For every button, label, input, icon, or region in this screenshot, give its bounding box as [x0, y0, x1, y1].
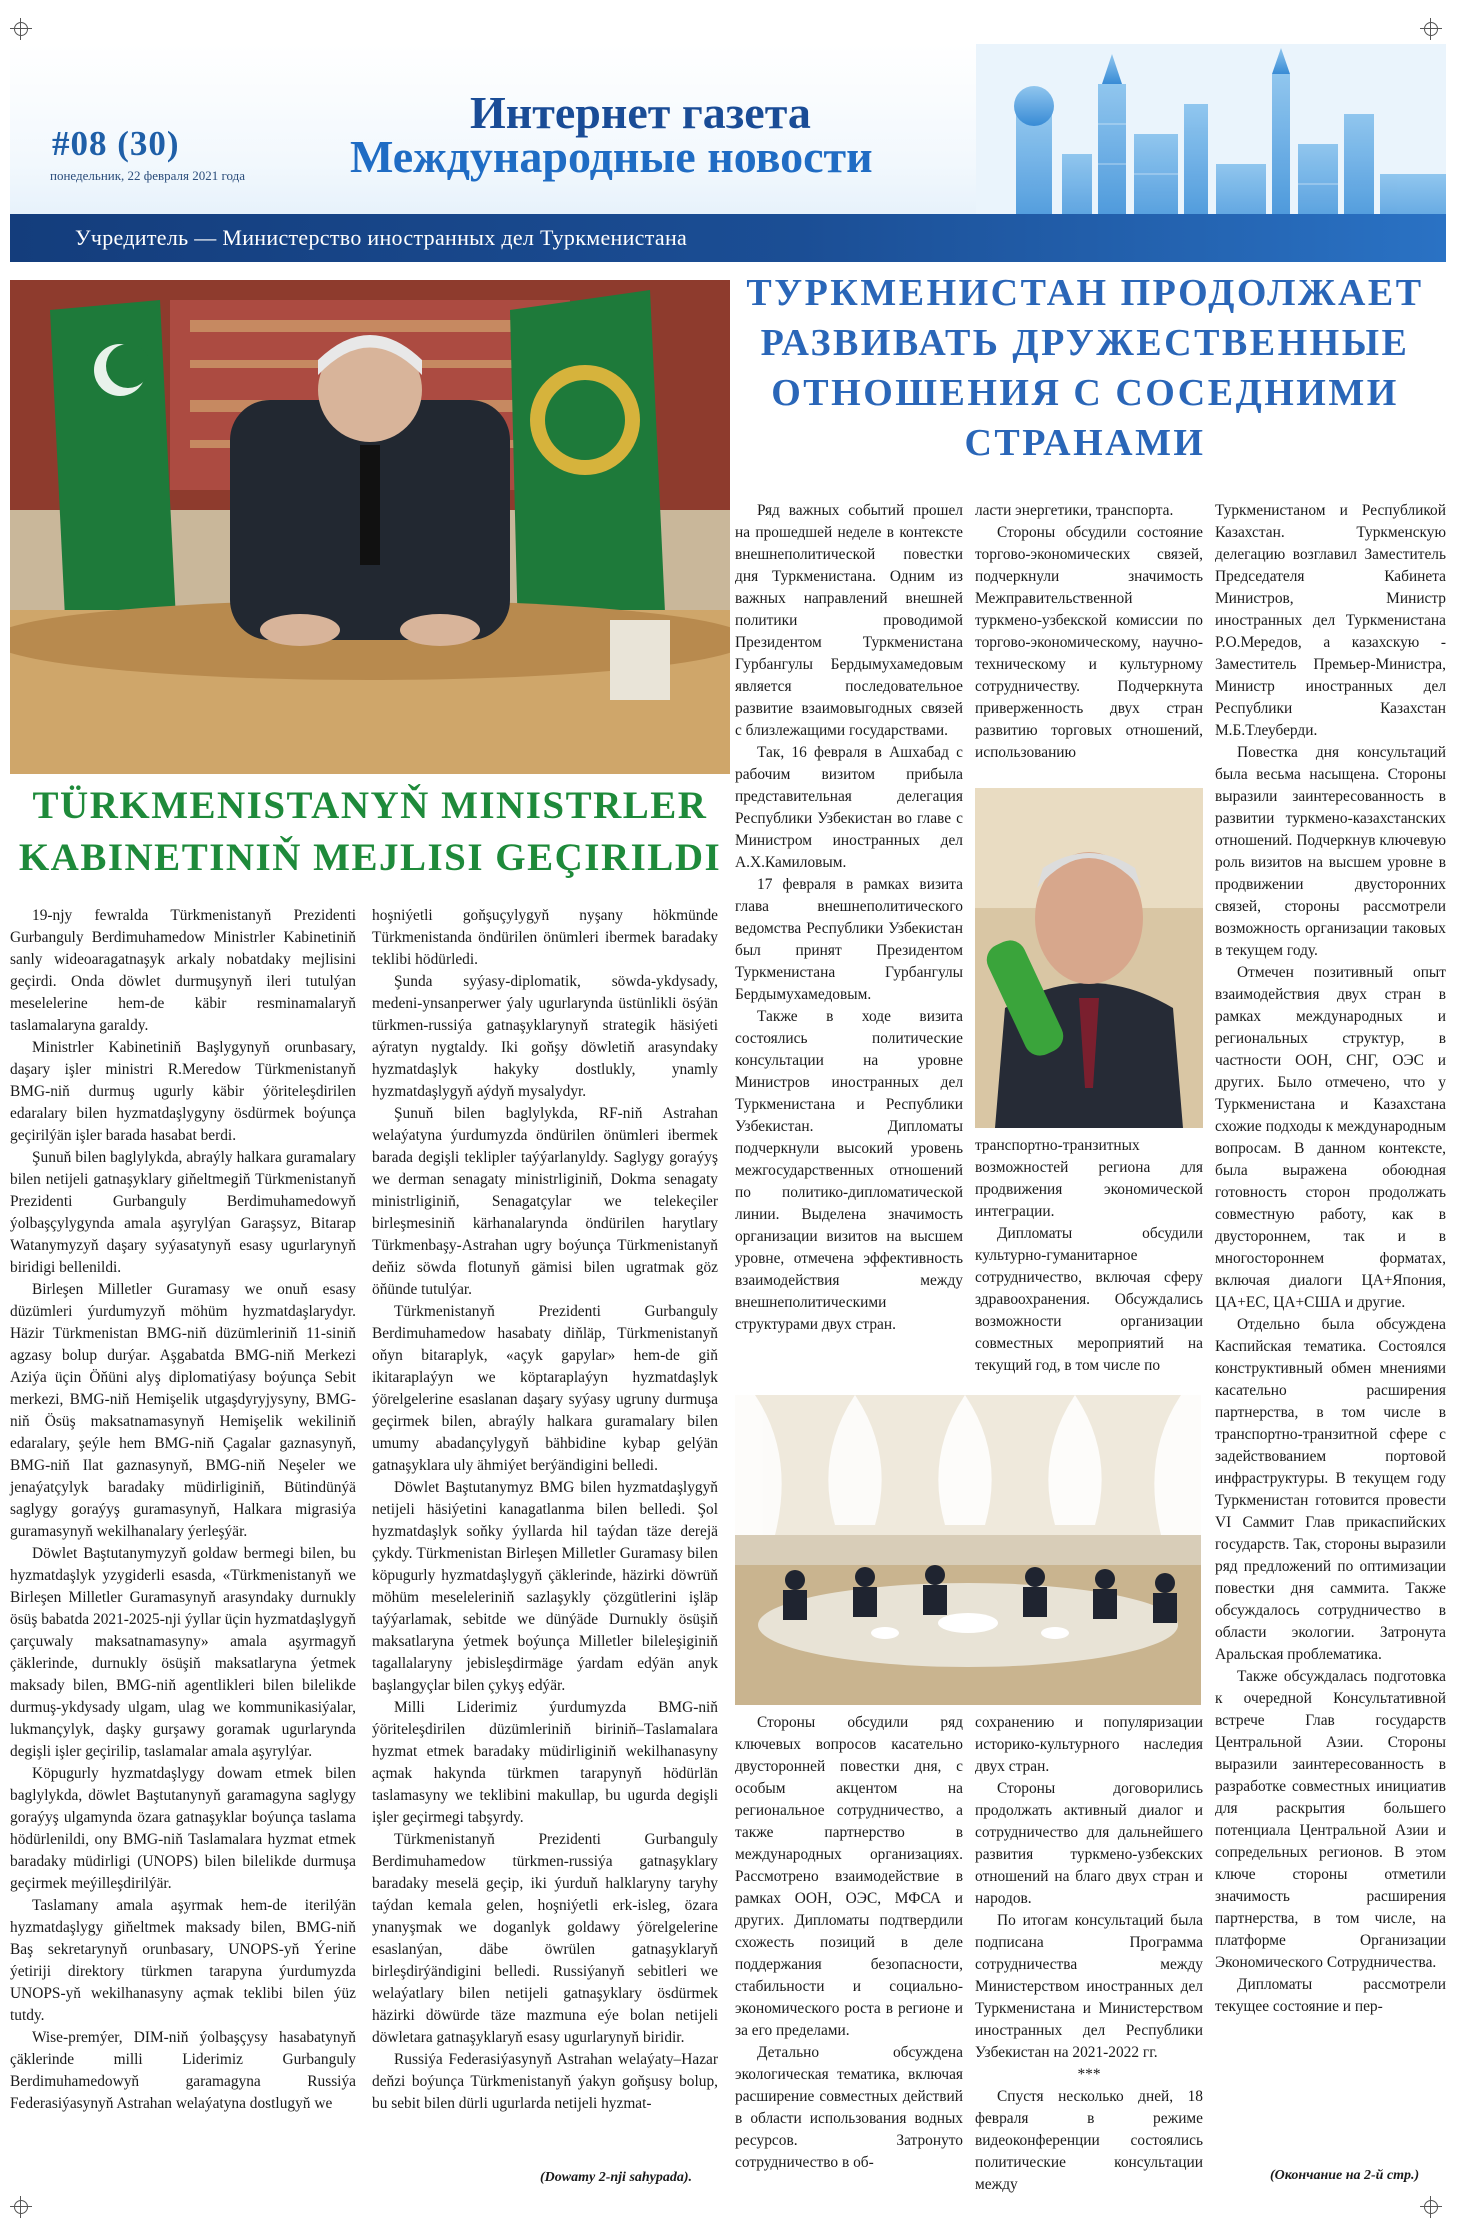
paragraph: Отмечен позитивный опыт взаимодействия двух стран в рамках международных и региональных структур, в частности ООН, СНГ, ОЭС и других. Было отмечено, что у Туркменистана и Казахстана схожие подходы к международным вопросам. В данном контексте, была выражена обоюдная готовность сторон продолжать совместную работу, как в двустороннем, так и в многостороннем форматах, включая диалоги ЦА+Япония, ЦА+ЕС, ЦА+США и другие. — [1215, 964, 1446, 1311]
paragraph: 17 февраля в рамках визита глава внешнеполитического ведомства Республики Узбекистан был принят Президентом Туркменистана Гурбангулы Бердымухамедовым. — [735, 876, 963, 1003]
headline-ru: ТУРКМЕНИСТАН ПРОДОЛЖАЕТ РАЗВИВАТЬ ДРУЖЕСТВЕННЫЕ ОТНОШЕНИЯ С СОСЕДНИМИ СТРАНАМИ — [746, 272, 1424, 464]
newspaper-title: Интернет газета — [470, 87, 811, 138]
paragraph: Ряд важных событий прошел на прошедшей неделе в контексте внешнеполитической повестки дня Туркменистана. Одним из важных направлений внешней политики проводимой Президентом Туркменистана Гурбангулы Бердымухамедовым является последовательное развитие взаимовыгодных связей с близлежащими государствами. — [735, 502, 963, 739]
section-separator: *** — [1077, 2066, 1101, 2083]
ru-bottom-column-1 — [735, 1712, 963, 2174]
paragraph: Şunda syýasy-diplomatik, söwda-ykdysady, medeni-ynsanperwer ýaly ugurlarynda üstünlikli ösýän türkmen-russiýa gatnaşyklarynyň strategik häsiýeti aýratyn nygtaldy. Iki goňşy döwletiň arasyndaky hyzmatdaşlyk hakyky dostlukly, ynamly hyzmatdaşlygyň aýdyň mysalydyr. — [372, 973, 718, 1100]
meeting-photo — [735, 1395, 1201, 1705]
issue-number: #08 (30) — [52, 124, 180, 163]
paragraph: Дипломаты обсудили культурно-гуманитарное сотрудничество, включая сферу здравоохранения. Обсуждались возможности организации совместных мероприятий на текущий год, в том числе по — [975, 1225, 1203, 1374]
paragraph: Wise-premýer, DIM-niň ýolbaşçysy hasabatynyň çäklerinde milli Liderimiz Gurbanguly Berdimuhamedowyň garamagyna Russiýa Federasiýasynyň Astrahan welaýatyna dostlugyň we — [10, 2029, 356, 2112]
tm-column-1 — [10, 905, 356, 2115]
paragraph: Döwlet Baştutanymyz BMG bilen hyzmatdaşlygyň netijeli häsiýetini kanagatlanma bilen belledi. Şol hyzmatdaşlyk soňky ýyllarda hil taýdan täze derejä çykdy. Türkmenistan Birleşen Milletler Guramasy bilen köpugurly hyzmatdaşlygyň çäklerinde, häzirki döwrüň möhüm meseleleriniň sazlaşykly çözgütlerini işläp taýýarlamak, sebitde we dünýäde Durnukly ösüşiň maksatlaryna ýetmek boýunça Milletler bileleşiginiň tagallalaryny jebisleşdirmäge ýardam edýän anyk başlangyçlar bilen çykyş edýär. — [372, 1479, 718, 1694]
headline-tm: TÜRKMENISTANYŇ MINISTRLER KABINETINIŇ MEJLISI GEÇIRILDI — [18, 784, 722, 879]
registration-mark — [1420, 18, 1442, 40]
founder-line: Учредитель — Министерство иностранных дел Туркменистана — [75, 225, 688, 250]
ru-column-3 — [1215, 500, 1446, 2018]
paragraph: Taslamany amala aşyrmak hem-de iterilýän hyzmatdaşlygy giňeltmek maksady bilen, BMG-niň Baş sekretarynyň orunbasary, UNOPS-yň Ýerine ýetiriji direktory türkmen tarapyna ýurdumyzda UNOPS-yň wekilhanasyny açmak teklibi bilen ýüz tutdy. — [10, 1897, 356, 2024]
paragraph: Дипломаты рассмотрели текущее состояние и пер- — [1215, 1976, 1446, 2015]
paragraph: Туркменистаном и Республикой Казахстан. Туркменскую делегацию возглавил Заместитель Председателя Кабинета Министров, Министр иностранных дел Туркменистана Р.О.Мередов, а казахскую - Заместитель Премьер-Министра, Министр иностранных дел Республики Казахстан М.Б.Тлеуберди. — [1215, 502, 1446, 739]
minister-portrait-photo — [975, 788, 1203, 1128]
paragraph: Детально обсуждена экологическая тематика, включая расширение совместных действий в области использования водных ресурсов. Затронуто сотрудничество в об- — [735, 2044, 963, 2171]
registration-mark — [1420, 2196, 1442, 2218]
paragraph: Отдельно была обсуждена Каспийская тематика. Состоялся конструктивный обмен мнениями касательно расширения партнерства, в том числе в транспортно-транзитной сфере с задействованием портовой инфраструктуры. В текущем году Туркменистан готовится провести VI Саммит Глав прикаспийских государств. Так, стороны выразили ряд предложений по оптимизации повестки дня саммита. Также обсуждалось сотрудничество в области экологии. Затронута Аральская проблематика. — [1215, 1316, 1446, 1663]
president-photo — [10, 280, 730, 774]
paragraph: Стороны обсудили состояние торгово-экономических связей, подчеркнули значимость Межправительственной туркмено-узбекской комиссии по торгово-экономическому, научно-техническому и культурному сотрудничеству. Подчеркнута приверженность двух стран развитию торговых отношений, использованию — [975, 524, 1203, 761]
paragraph: Birleşen Milletler Guramasy we onuň esasy düzümleri ýurdumyzyň möhüm hyzmatdaşlarydyr. Häzir Türkmenistan BMG-niň düzümleriniň 11-siniň agzasy bolup durýar. Aşgabatda BMG-niň Merkezi Aziýa üçin Öňüni alyş diplomatiýasy boýunça Sebit merkezi, BMG-niň Hemişelik utgaşdyryjysyny, BMG-niň Ösüş maksatnamasynyň Hemişelik wekiliniň edaralary, şeýle hem BMG-niň Çagalar gaznasynyň, BMG-niň Ilat gaznasynyň, BMG-niň Neşeler we jenaýatçylyk baradaky müdirliginiň, Bütindünýä saglygy goraýyş guramasynyň, Halkara migrasiýa guramasynyň wekilhanalary ýerleşýär. — [10, 1281, 356, 1540]
paragraph: ласти энергетики, транспорта. — [975, 502, 1174, 519]
masthead — [10, 44, 1446, 262]
paragraph: Также обсуждалась подготовка к очередной Консультативной встрече Глав государств Центральной Азии. Стороны выразили заинтересованность в разработке совместных инициатив для раскрытия большего потенциала Центральной Азии и сопредельных регионов. В этом ключе стороны отметили значимость расширения партнерства, в том числе, на платформе Организации Экономического Сотрудничества. — [1215, 1668, 1446, 1971]
tm-column-2 — [372, 905, 718, 2115]
ru-continuation-note: (Окончание на 2-й стр.) — [1270, 2168, 1420, 2183]
paragraph: транспортно-транзитных возможностей региона для продвижения экономической интеграции. — [975, 1137, 1203, 1220]
paragraph: Так, 16 февраля в Ашхабад с рабочим визитом прибыла представительная делегация Республики Узбекистан во главе с Министром иностранных дел А.Х.Камиловым. — [735, 744, 963, 871]
paragraph: Döwlet Baştutanymyzyň goldaw bermegi bilen, bu hyzmatdaşlyk yzygiderli esasda, «Türkmenistanyň we Birleşen Milletler Guramasynyň arasyndaky durnukly ösüş babatda 2021-2025-nji ýyllar üçin hyzmatdaşlygyň çarçuwaly maksatnamasyny» amala aşyrmagyň çäklerinde, durnukly ösüşiň maksatlaryna ýetmek maksady bilen, BMG-niň agentlikleri bilen bilelikde durmuş-ykdysady ulgam, ulag we kommunikasiýalar, lukmançylyk, daşky gurşawy goramak ugurlarynda degişli işler geçirilip, taslamalar amala aşyrylýar. — [10, 1545, 356, 1760]
issue-date: понедельник, 22 февраля 2021 года — [50, 168, 245, 183]
paragraph: Стороны обсудили ряд ключевых вопросов касательно двусторонней повестки дня, с особым акцентом на региональное сотрудничество, а также партнерство в международных организациях. Рассмотрено взаимодействие в рамках ООН, ОЭС, МФСА и других. Дипломаты подтвердили схожесть позиций в деле поддержания безопасности, стабильности и социально-экономического роста в регионе и за его пределами. — [735, 1714, 963, 2039]
paragraph: Ministrler Kabinetiniň Başlygynyň orunbasary, daşary işler ministri R.Meredow Türkmenistanyň BMG-niň durmuş ugurly käbir ýöriteleşdirilen edaralary bilen hyzmatdaşlygyny ösdürmek boýunça geçirilýän işler barada hasabat berdi. — [10, 1039, 356, 1144]
paragraph: 19-njy fewralda Türkmenistanyň Prezidenti Gurbanguly Berdimuhamedow Ministrler Kabinetiniň sanly wideoaragatnaşyk arkaly nobatdaky mejlisini geçirdi. Onda döwlet durmuşynyň ileri tutulýan meselelerine hem-de käbir resminamalaryň taslamalaryna garaldy. — [10, 907, 356, 1034]
paragraph: Russiýa Federasiýasynyň Astrahan welaýaty–Hazar deňzi boýunça Türkmenistanyň ýakyn goňşusy bolup, bu sebit bilen dürli ugurlarda netijeli hyzmat- — [372, 2051, 718, 2112]
paragraph: Также в ходе визита состоялись политические консультации на уровне Министров иностранных дел Туркменистана и Республики Узбекистан. Дипломаты подчеркнули высокий уровень межгосударственных отношений по политико-дипломатической линии. Выделена значимость организации визитов на высшем уровне, отмечена эффективность взаимодействия между внешнеполитическими структурами двух стран. — [735, 1008, 963, 1333]
paragraph: Стороны договорились продолжать активный диалог и сотрудничество для дальнейшего развития туркмено-узбекских отношений на благо двух стран и народов. — [975, 1780, 1203, 1907]
paragraph: hoşniýetli goňşuçylygyň nyşany hökmünde Türkmenistanda öndürilen önümleri ibermek baradaky teklibi hödürledi. — [372, 907, 718, 968]
tm-continuation-note: (Dowamy 2-nji sahypada). — [540, 2170, 693, 2185]
ru-column-2b — [975, 1135, 1203, 1377]
paragraph: Türkmenistanyň Prezidenti Gurbanguly Berdimuhamedow türkmen-russiýa gatnaşyklary baradaky meselä geçip, iki ýurduň halklaryny taryhy taýdan kemala gelen, hoşniýetli erk-isleg, özara ynanyşmak we doganlyk goldawy ýörelgelerine esaslanýan, däbe öwrülen gatnaşyklaryň birleşdirýändigini belledi. Russiýanyň sebitleri we welaýatlary bilen netijeli gatnaşyklary ösdürmek häzirki döwürde täze mazmuna eýe bolan netijeli döwletara gatnaşyklaryň esasy ugurlarynyň biridir. — [372, 1831, 718, 2046]
paragraph: Köpugurly hyzmatdaşlygy dowam etmek bilen baglylykda, döwlet Baştutanynyň garamagyna saglygy goraýyş ulgamynda özara gatnaşyklar boýunça taslama hödürlenildi, ony BMG-niň Taslamalara hyzmat etmek baradaky müdirligi (UNOPS) bilen bilelikde durmuşa geçirmek meýilleşdirilýär. — [10, 1765, 356, 1892]
ru-column-2 — [975, 500, 1203, 764]
paragraph: Şunuň bilen baglylykda, abraýly halkara guramalary bilen netijeli gatnaşyklary giňeltmegiň Türkmenistanyň Prezidenti Gurbanguly Berdimuhamedowyň ýolbaşçylygynda amala aşyrylýan Garaşsyz, Bitarap Watanymyzyň daşary syýasatynyň esasy ugurlarynyň biridigi bellenildi. — [10, 1149, 356, 1276]
paragraph: сохранению и популяризации историко-культурного наследия двух стран. — [975, 1714, 1203, 1775]
registration-mark — [10, 18, 32, 40]
paragraph: По итогам консультаций была подписана Программа сотрудничества между Министерством иностранных дел Туркменистана и Министерством иностранных дел Республики Узбекистан на 2021-2022 гг. — [975, 1912, 1203, 2061]
newspaper-subtitle: Международные новости — [350, 131, 873, 182]
paragraph: Спустя несколько дней, 18 февраля в режиме видеоконференции состоялись политические консультации между — [975, 2088, 1203, 2193]
paragraph: Milli Liderimiz ýurdumyzda BMG-niň ýöriteleşdirilen düzümleriniň biriniň–Taslamalara hyzmat etmek baradaky müdirliginiň wekilhanasyny açmak hakynda türkmen tarapynyň hödürlän taslamasyny we teklibini makullap, bu ugurda degişli işler geçirmegi tabşyrdy. — [372, 1699, 718, 1826]
ru-column-1 — [735, 500, 963, 1336]
registration-mark — [10, 2196, 32, 2218]
paragraph: Повестка дня консультаций была весьма насыщена. Стороны выразили заинтересованность в развитии туркмено-казахстанских отношений. Подчеркнув ключевую роль визитов на высшем уровне в продвижении двусторонних связей, стороны рассмотрели возможность организации таковых в текущем году. — [1215, 744, 1446, 959]
ru-bottom-column-2 — [975, 1712, 1203, 2196]
paragraph: Türkmenistanyň Prezidenti Gurbanguly Berdimuhamedow hasabaty diňläp, Türkmenistanyň oňyn bitaraplyk, «açyk gapylar» hem-de giň ikitaraplaýyn we köptaraplaýyn hyzmatdaşlyk ýörelgelerine esaslanan daşary syýasy ugruny durmuşa geçirmek bilen, abraýly halkara guramalary bilen umumy abadançylygyň bähbidine kybap gelýän gatnaşyklara uly ähmiýet berýändigini belledi. — [372, 1303, 718, 1474]
paragraph: Şunuň bilen baglylykda, RF-niň Astrahan welaýatyna ýurdumyzda öndürilen önümleri ibermek barada degişli teklipler taýýarlanyldy. Saglygy goraýyş we derman senagaty ministrliginiň, Dokma senagaty ministrliginiň, Senagatçylar we telekeçiler birleşmesiniň kärhanalarynda öndürilen harytlary Türkmenbaşy-Astrahan ugry boýunça Türkmenistanyň deňiz söwda flotunyň gämisi bilen ugratmak göz öňünde tutulýar. — [372, 1105, 718, 1298]
